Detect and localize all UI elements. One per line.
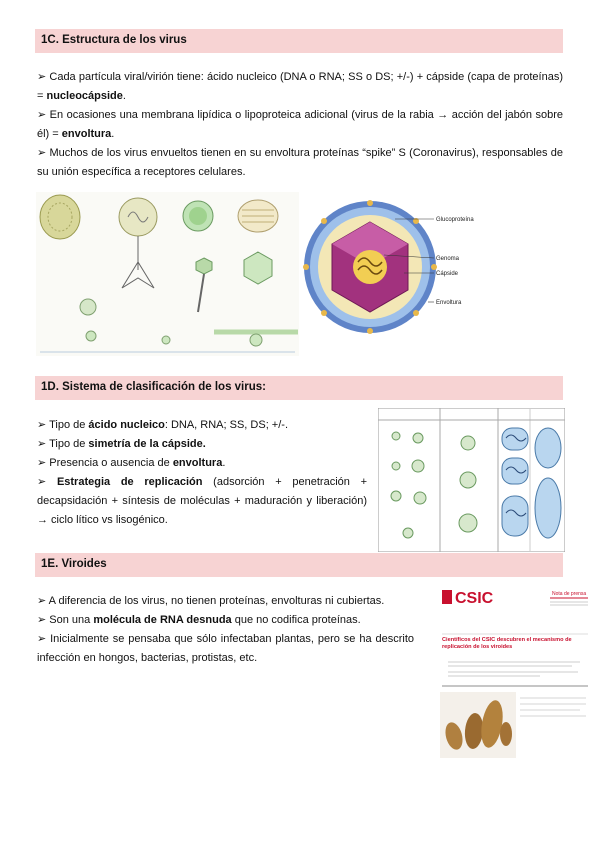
bullet-symmetry: ➢ Tipo de simetría de la cápside. [37,438,206,450]
bullet-naked-rna: ➢ Son una molécula de RNA desnuda que no codifica proteínas. [37,614,361,626]
label-envelope: Envoltura [436,300,462,306]
bullet-nucleic-acid: ➢ Tipo de ácido nucleico: DNA, RNA; SS, DS; +/-. [37,419,289,431]
section-title: 1D. Sistema de clasificación de los virus: [41,381,266,393]
section-title: 1E. Viroides [41,558,107,570]
section-body-1e [37,592,414,668]
virus-morphology-figure [36,192,299,356]
bullet-envelope: ➢ En ocasiones una membrana lipídica o lipoproteica adicional (virus de la rabia → acción del jabón sobre él) = envoltura. [37,109,563,140]
label-capsid: Cápside [436,271,459,277]
bullet-envelope-presence: ➢ Presencia o ausencia de envoltura. [37,457,226,469]
csic-press-clipping [440,586,590,772]
section-header-1c [35,29,563,53]
enveloped-virus-diagram [300,200,480,335]
virus-classification-table [378,408,565,552]
section-body-1d [37,416,367,530]
bullet-nucleocapsid: ➢ Cada partícula viral/virión tiene: ácido nucleico (DNA o RNA; SS o DS; +/-) + cápside (capa de proteínas) = nucleocápside. [37,71,563,102]
bullet-spike: ➢ Muchos de los virus envueltos tienen en su envoltura proteínas “spike” S (Coronavirus), responsables de su unión específica a receptores celulares. [37,147,563,178]
press-headline: Científicos del CSIC descubren el mecanismo de replicación de los viroides [442,637,572,650]
label-glycoprotein: Glucoproteína [436,217,474,223]
section-header-1d [35,376,563,400]
section-title: 1C. Estructura de los virus [41,34,187,46]
bullet-hosts: ➢ Inicialmente se pensaba que sólo infectaban plantas, pero se ha descrito infección en hongos, bacterias, protistas, etc. [37,633,414,664]
bullet-no-proteins: ➢ A diferencia de los virus, no tienen proteínas, envolturas ni cubiertas. [37,595,385,607]
label-genome: Genoma [436,256,460,262]
press-tag: Nota de prensa [552,591,587,597]
csic-logo: CSIC [455,590,494,607]
section-header-1e [35,553,563,577]
section-body-1c [37,68,563,182]
bullet-replication: ➢ Estrategia de replicación (adsorción + penetración + decapsidación + síntesis de moléculas + maduración y liberación) → ciclo lítico vs lisogénico. [37,476,368,526]
